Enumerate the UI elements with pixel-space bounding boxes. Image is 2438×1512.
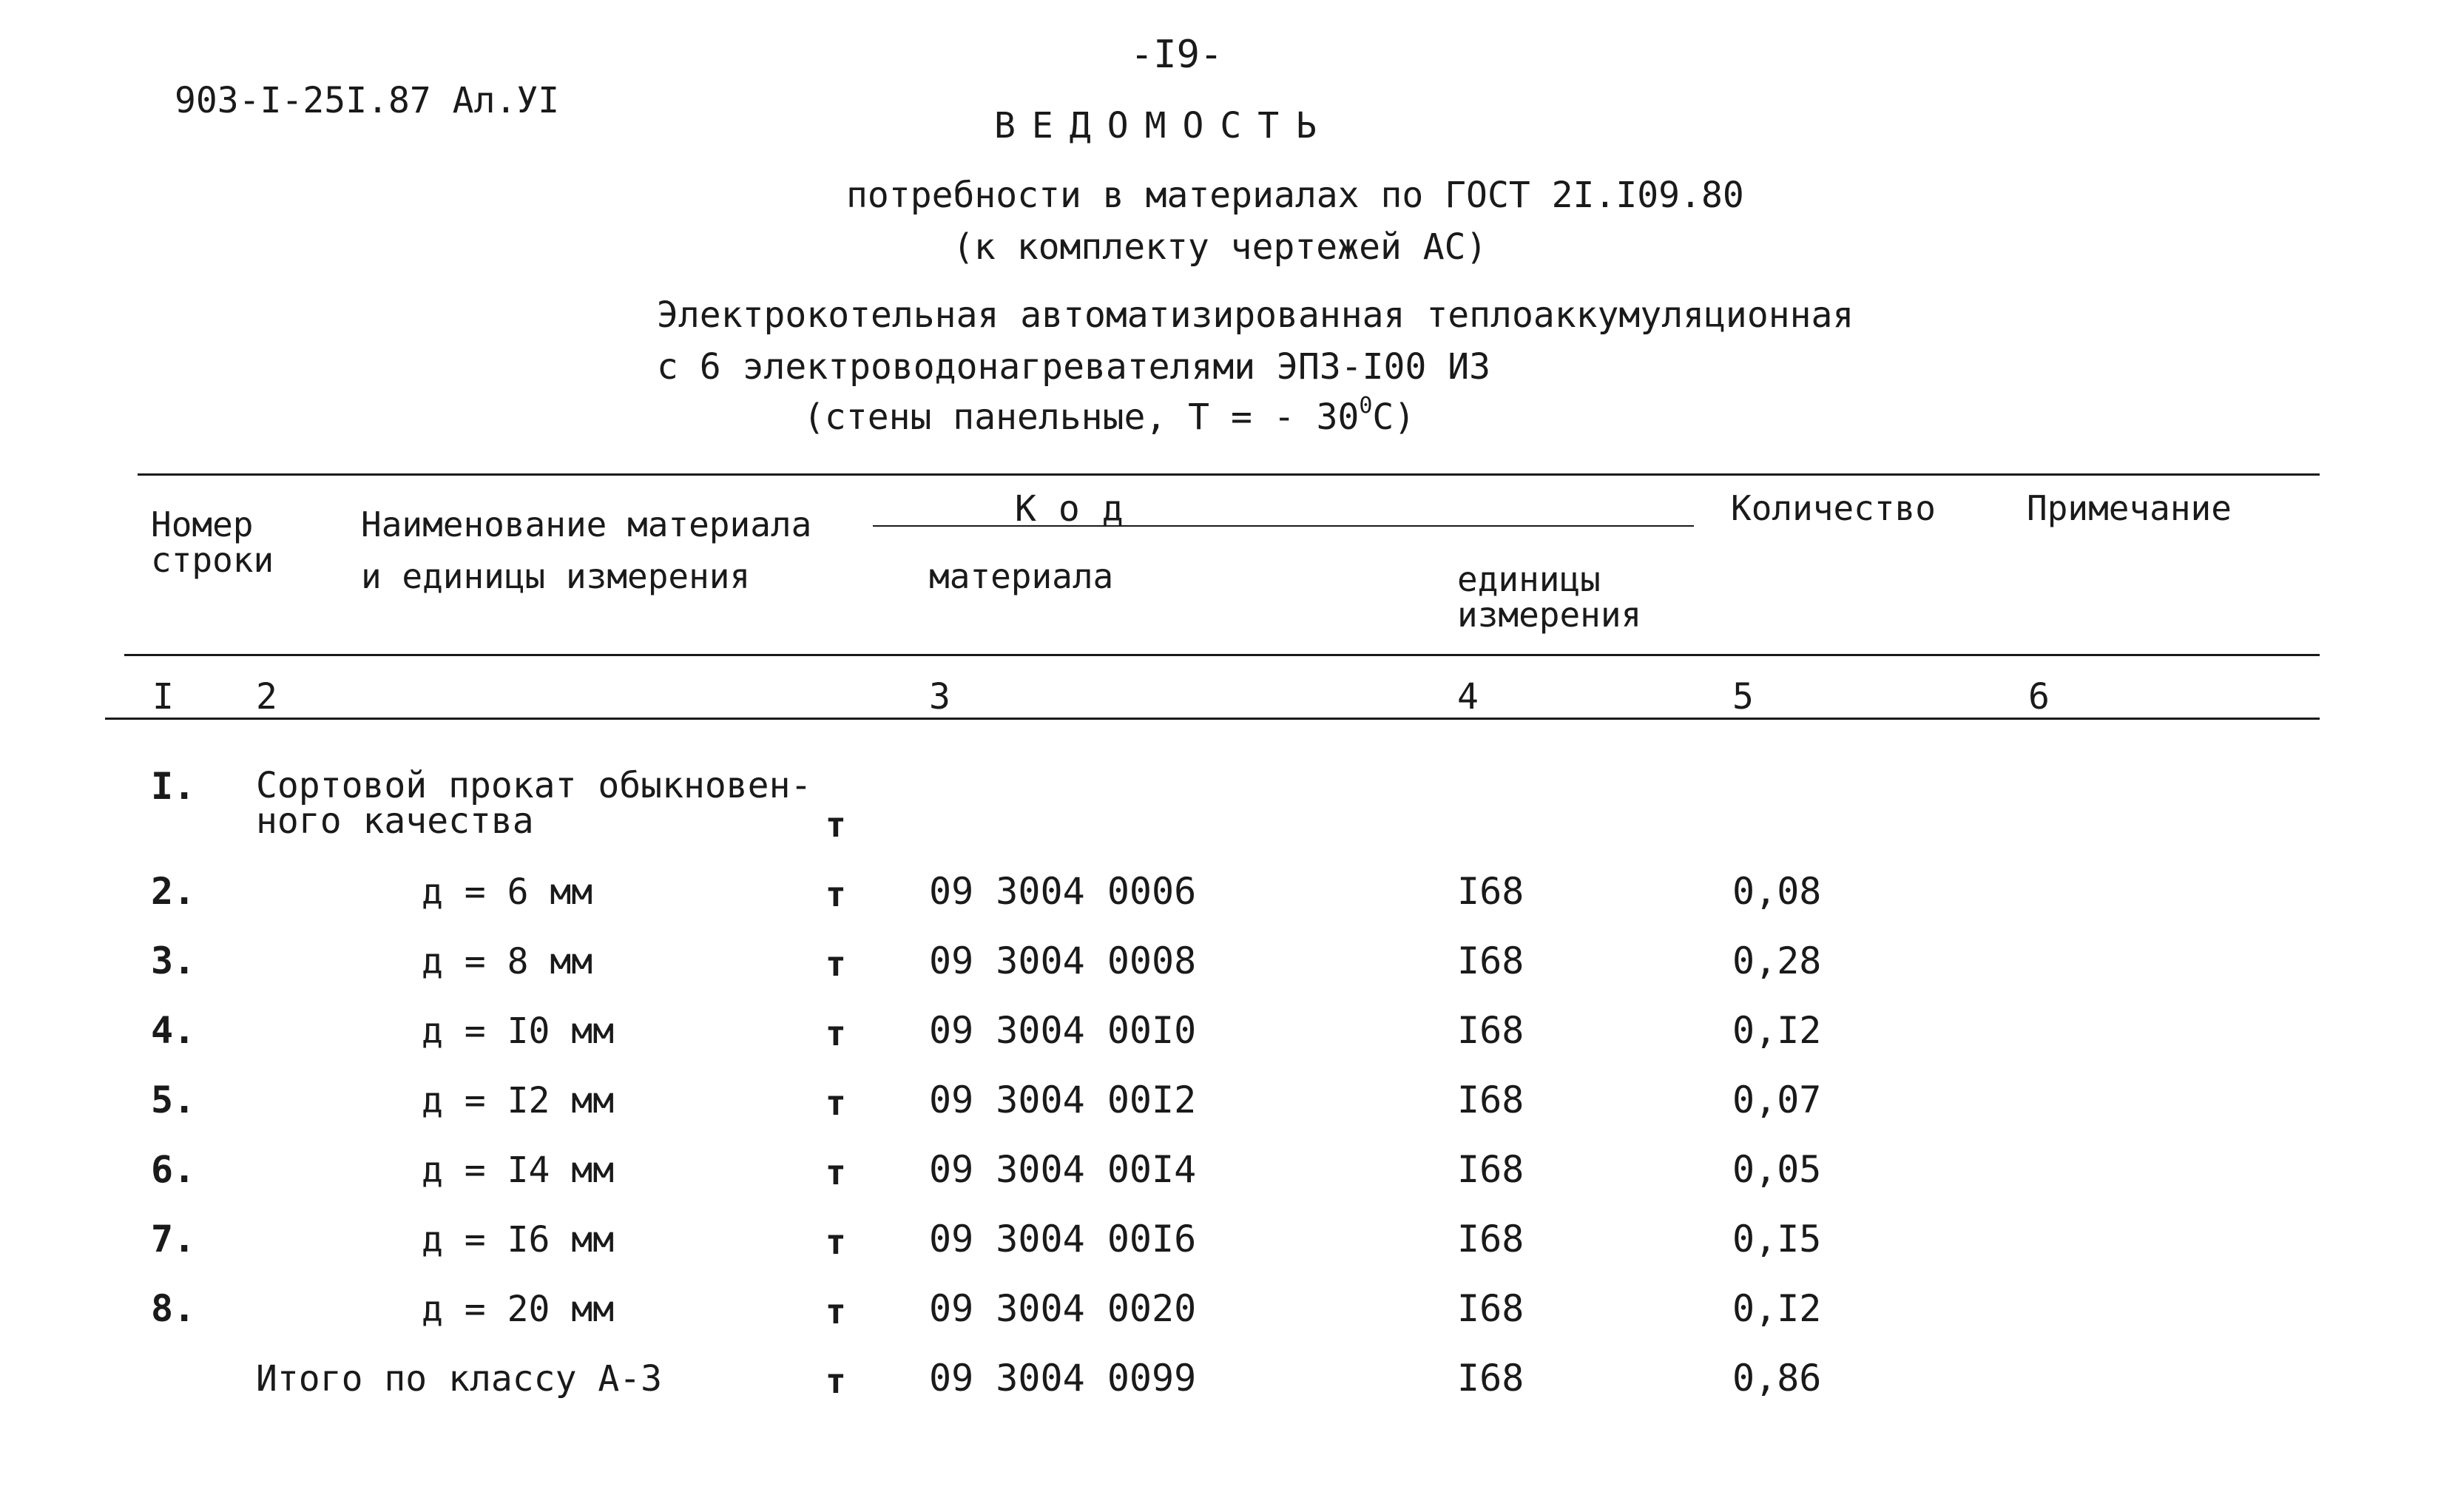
subtitle-line-2: (к комплекту чертежей АС)	[953, 226, 1488, 268]
total-quantity: 0,86	[1732, 1357, 1822, 1400]
row-number: 4.	[151, 1009, 196, 1052]
header-name-1: Наименование материала	[361, 504, 812, 544]
row-quantity: 0,07	[1732, 1079, 1822, 1121]
row-unit-code: I68	[1457, 1009, 1524, 1052]
header-quantity: Количество	[1731, 488, 1936, 528]
row-name: д = I6 мм	[422, 1219, 615, 1260]
row-number: 7.	[151, 1218, 196, 1260]
object-line-3: (стены панельные, Т = - $30^0С$)	[803, 393, 1416, 438]
row-name: д = I4 мм	[422, 1150, 615, 1191]
object-line-1: Электрокотельная автоматизированная теплоаккумуляционная	[657, 294, 1854, 336]
row-unit: т	[825, 1083, 846, 1123]
row-number: 6.	[151, 1148, 196, 1191]
row-number: 3.	[151, 939, 196, 982]
col-number-5: 5	[1732, 676, 1754, 718]
total-name: Итого по классу А-3	[256, 1358, 663, 1400]
row-quantity: 0,I5	[1732, 1218, 1822, 1260]
section-unit: т	[825, 805, 846, 845]
header-row-number-1: Номер	[151, 504, 254, 544]
row-number: 5.	[151, 1079, 196, 1121]
row-number: 2.	[151, 870, 196, 913]
col-number-2: 2	[256, 676, 277, 718]
row-quantity: 0,28	[1732, 939, 1822, 982]
col-number-1: I	[152, 676, 174, 718]
subtitle-line-1: потребности в материалах по ГОСТ 2I.I09.80	[846, 175, 1744, 216]
row-unit-code: I68	[1457, 1218, 1524, 1260]
header-note: Примечание	[2027, 488, 2232, 528]
total-material-code: 09 3004 0099	[929, 1357, 1197, 1400]
col-number-3: 3	[929, 676, 950, 718]
row-unit-code: I68	[1457, 939, 1524, 982]
object-line-2: с 6 электроводонагревателями ЭПЗ-I00 ИЗ	[657, 346, 1491, 388]
row-unit: т	[825, 1222, 846, 1262]
header-unit-code-2: измерения	[1457, 595, 1642, 635]
row-name: д = 20 мм	[422, 1289, 615, 1330]
section-name-2: ного качества	[256, 800, 534, 842]
row-material-code: 09 3004 0008	[929, 939, 1197, 982]
row-unit-code: I68	[1457, 870, 1524, 913]
row-material-code: 09 3004 00I6	[929, 1218, 1197, 1260]
row-unit: т	[825, 1013, 846, 1053]
document-code: 903-I-25I.87 Ал.УI	[175, 80, 560, 121]
section-number: I.	[151, 765, 196, 808]
header-name-2: и единицы измерения	[361, 556, 751, 596]
section-name-1: Сортовой прокат обыкновен-	[256, 765, 812, 806]
row-quantity: 0,05	[1732, 1148, 1822, 1191]
column-numbers-rule	[105, 718, 2320, 720]
row-material-code: 09 3004 0006	[929, 870, 1197, 913]
row-material-code: 09 3004 00I2	[929, 1079, 1197, 1121]
row-name: д = 6 мм	[422, 871, 593, 913]
header-material-code: материала	[929, 556, 1114, 596]
row-unit: т	[825, 1292, 846, 1332]
total-unit: т	[825, 1361, 846, 1401]
header-row-number-2: строки	[151, 540, 274, 580]
row-name: д = I2 мм	[422, 1080, 615, 1121]
kod-underline	[873, 525, 1694, 527]
row-material-code: 09 3004 0020	[929, 1287, 1197, 1330]
row-unit-code: I68	[1457, 1287, 1524, 1330]
row-quantity: 0,08	[1732, 870, 1822, 913]
total-unit-code: I68	[1457, 1357, 1524, 1400]
header-kod: Код	[1015, 488, 1146, 530]
col-number-6: 6	[2028, 676, 2050, 718]
row-material-code: 09 3004 00I4	[929, 1148, 1197, 1191]
row-quantity: 0,I2	[1732, 1009, 1822, 1052]
row-quantity: 0,I2	[1732, 1287, 1822, 1330]
row-number: 8.	[151, 1287, 196, 1330]
col-number-4: 4	[1457, 676, 1479, 718]
row-name: д = 8 мм	[422, 941, 593, 982]
row-unit-code: I68	[1457, 1148, 1524, 1191]
row-unit: т	[825, 874, 846, 914]
row-material-code: 09 3004 00I0	[929, 1009, 1197, 1052]
row-unit: т	[825, 1152, 846, 1192]
page-number: -I9-	[1130, 33, 1223, 77]
document-title: ВЕДОМОСТЬ	[994, 105, 1334, 146]
header-bottom-rule	[124, 654, 2320, 656]
table-top-rule	[138, 473, 2320, 476]
header-unit-code-1: единицы	[1457, 559, 1601, 599]
row-name: д = I0 мм	[422, 1010, 615, 1052]
row-unit-code: I68	[1457, 1079, 1524, 1121]
row-unit: т	[825, 944, 846, 984]
